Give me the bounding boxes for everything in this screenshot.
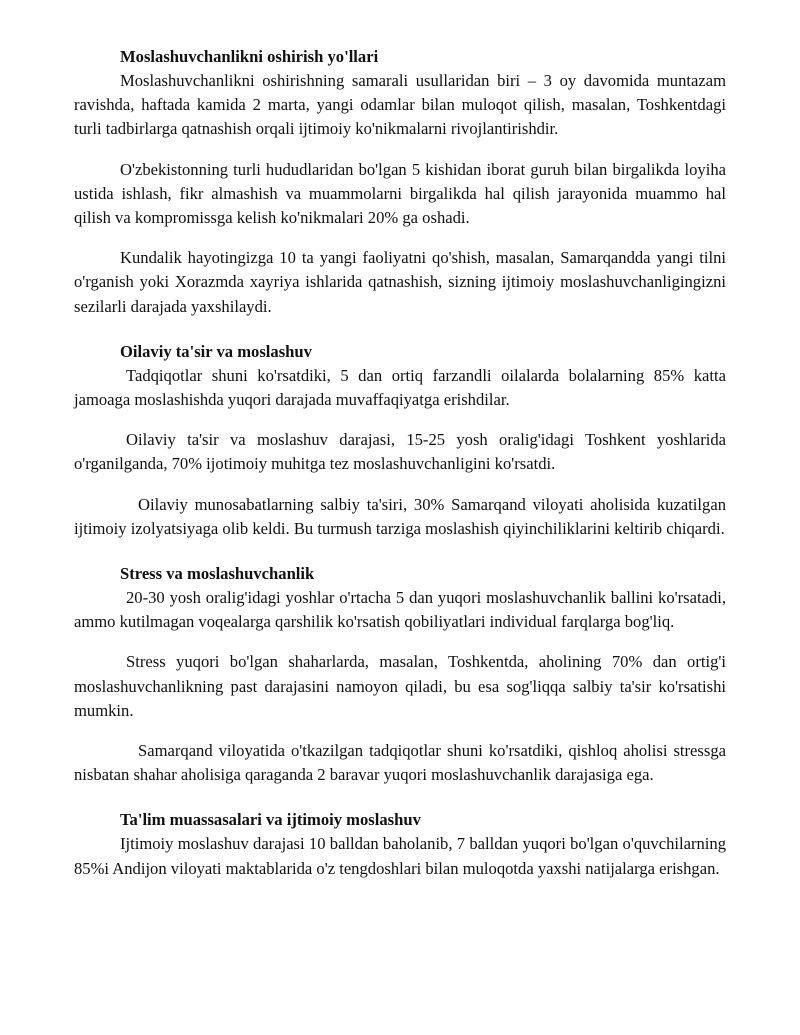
paragraph-new-activities: Kundalik hayotingizga 10 ta yangi faoliyatni qo'shish, masalan, Samarqandda yangi tilni o'rganish yoki Xorazmda xayriya ishlarida qatnashish, sizning ijtimoiy moslashuvchanligingizni sezilarli darajada yaxshilaydi. xyxy=(74,248,726,316)
paragraph-city-stress: Stress yuqori bo'lgan shaharlarda, masalan, Toshkentda, aholining 70% dan ortig'i moslashuvchanlikning past darajasini namoyon qiladi, bu esa sog'liqqa salbiy ta'sir ko'rsatishi mumkin. xyxy=(74,652,726,720)
paragraph-tashkent-youth: Oilaviy ta'sir va moslashuv darajasi, 15-25 yosh oralig'idagi Toshkent yoshlarida o'rganilganda, 70% ijotimoiy muhitga tez moslashuvchanligini ko'rsatdi. xyxy=(74,430,726,474)
section-heading-family-influence: Oilaviy ta'sir va moslashuv xyxy=(120,341,312,361)
section-heading-stress: Stress va moslashuvchanlik xyxy=(120,564,315,584)
document-body xyxy=(74,45,726,881)
paragraph-youth-scores: 20-30 yosh oralig'idagi yoshlar o'rtacha 5 dan yuqori moslashuvchanlik ballini ko'rsatadi, ammo kutilmagan voqealarga qarshilik ko'rsatish qobiliyatlari individual farqlarga bog'liq. xyxy=(74,588,726,632)
paragraph-rural-adaptability: Samarqand viloyatida o'tkazilgan tadqiqotlar shuni ko'rsatdiki, qishloq aholisi stressga nisbatan shahar aholisiga qaraganda 2 baravar yuqori moslashuvchanlik darajasiga ega. xyxy=(74,741,726,785)
paragraph-group-project: O'zbekistonning turli hududlaridan bo'lgan 5 kishidan iborat guruh bilan birgalikda loyiha ustida ishlash, fikr almashish va muammolarni birgalikda hal qilish jarayonida muammo hal qilish va kompromissga kelish ko'nikmalari 20% ga oshadi. xyxy=(74,159,726,228)
section-heading-education: Ta'lim muassasalari va ijtimoiy moslashuv xyxy=(120,810,421,830)
paragraph-large-families: Tadqiqotlar shuni ko'rsatdiki, 5 dan ortiq farzandli oilalarda bolalarning 85% katta jamoaga moslashishda yuqori darajada muvaffaqiyatga erishdilar. xyxy=(74,365,726,410)
paragraph-negative-effect: Oilaviy munosabatlarning salbiy ta'siri, 30% Samarqand viloyati aholisida kuzatilgan ijtimoiy izolyatsiyaga olib keldi. Bu turmush tarziga moslashish qiyinchiliklarini keltirib chiqardi. xyxy=(74,494,726,538)
paragraph-social-skills: Moslashuvchanlikni oshirishning samarali usullaridan biri – 3 oy davomida muntazam ravishda, haftada kamida 2 marta, yangi odamlar bilan muloqot qilish, masalan, Toshkentdagi turli tadbirlarga qatnashish orqali ijtimoiy ko'nikmalarni rivojlantirishdir. xyxy=(74,71,726,139)
section-heading-adaptability-ways: Moslashuvchanlikni oshirish yo'llari xyxy=(120,47,379,66)
paragraph-school-results: Ijtimoiy moslashuv darajasi 10 balldan baholanib, 7 balldan yuqori bo'lgan o'quvchilarning 85%i Andijon viloyati maktablarida o'z tengdoshlari bilan muloqotda yaxshi natijalarga erishgan. xyxy=(74,834,726,878)
